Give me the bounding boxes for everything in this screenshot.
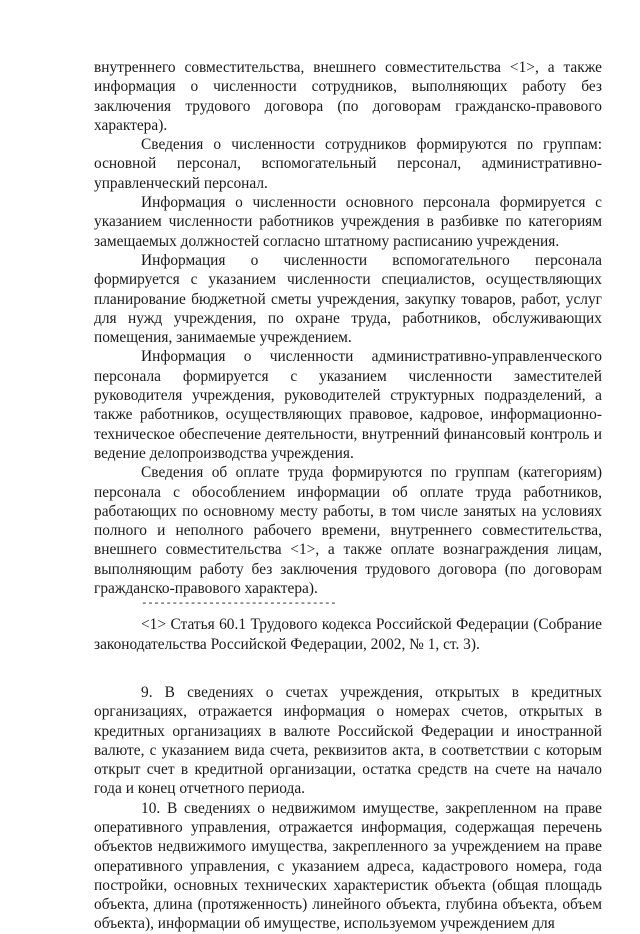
section-9-paragraph: 9. В сведениях о счетах учреждения, открытых в кредитных организациях, отражается информация о номерах счетов, открытых в кредитных организациях в валюте Российской Федерации и иностранной валюте, с указанием вида счета, реквизитов акта, в соответствии с которым открыт счет в кредитной организации, остатка средств на счете на начало года и конец отчетного периода. bbox=[94, 683, 602, 798]
paragraph-main-staff: Информация о численности основного персонала формируется с указанием численности работников учреждения в разбивке по категориям замещаемых должностей согласно штатному расписанию учреждения. bbox=[94, 194, 602, 250]
paragraph-support-staff: Информация о численности вспомогательного персонала формируется с указанием численности специалистов, осуществляющих планирование бюджетной сметы учреждения, закупку товаров, работ, услуг для нужд учреждения, по охране труда, работников, обслуживающих помещения, занимаемые учреждением. bbox=[94, 251, 602, 347]
paragraph-admin-staff: Информация о численности административно-управленческого персонала формируется с указанием численности заместителей руководителя учреждения, руководителей структурных подразделений, а также работников, осуществляющих правовое, кадровое, информационно-техническое обеспечение деятельности, внутренний финансовый контроль и ведение делопроизводства учреждения. bbox=[94, 348, 602, 462]
paragraph-continuation: внутреннего совместительства, внешнего совместительства <1>, а также информация о численности сотрудников, выполняющих работу без заключения трудового договора (по договорам гражданско-правового характера). bbox=[94, 59, 602, 134]
paragraph-staff-groups: Сведения о численности сотрудников формируются по группам: основной персонал, вспомогательный персонал, административно-управленческий персонал. bbox=[94, 136, 602, 192]
footnote-1: <1> Статья 60.1 Трудового кодекса Российской Федерации (Собрание законодательства Российской Федерации, 2002, № 1, ст. 3). bbox=[94, 616, 602, 653]
document-body bbox=[94, 58, 602, 934]
footnote-separator: -------------------------------- bbox=[141, 598, 337, 611]
paragraph-payroll: Сведения об оплате труда формируются по группам (категориям) персонала с обособлением информации об оплате труда работников, работающих по основному месту работы, в том числе занятых на условиях полного и неполного рабочего времени, внутреннего совместительства, внешнего совместительства <1>, а также оплате вознаграждения лицам, выполняющим работу без заключения трудового договора (по договорам гражданско-правового характера). bbox=[94, 464, 602, 598]
section-10-paragraph: 10. В сведениях о недвижимом имуществе, закрепленном на праве оперативного управления, отражается информация, содержащая перечень объектов недвижимого имущества, закрепленного за учреждением на праве оперативного управления, с указанием адреса, кадастрового номера, года постройки, основных технических характеристик объекта (общая площадь объекта, длина (протяженность) линейного объекта, глубина объекта, объем объекта), информации об имуществе, используемом учреждением для bbox=[94, 799, 602, 933]
